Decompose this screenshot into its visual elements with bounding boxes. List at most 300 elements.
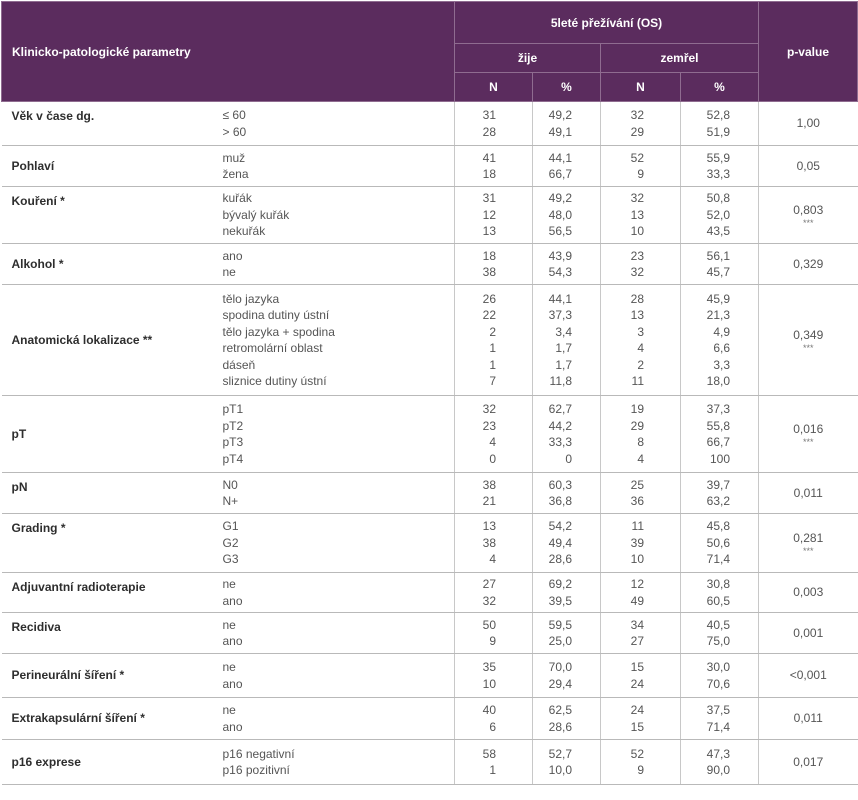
n-alive-cell-value: 58: [482, 746, 496, 761]
n-alive-cell-value: 18: [482, 248, 496, 263]
pct-alive-cell-value: 3,4: [555, 324, 572, 339]
n-dead-cell-value: 2: [637, 357, 644, 372]
n-alive-cell-value: 9: [489, 634, 496, 648]
table-row: [2, 573, 858, 613]
pct-alive-cell-value: 44,2: [548, 418, 572, 433]
pct-alive-cell: [533, 244, 601, 285]
p-value: 0,803: [793, 202, 824, 217]
p-value-cell: [759, 514, 858, 573]
category-labels-value: kuřák: [222, 191, 252, 206]
pct-alive-cell: [533, 654, 601, 698]
n-dead-cell-value: 10: [630, 552, 644, 567]
n-alive-cell-value: 22: [482, 308, 496, 322]
pct-alive-cell: [533, 613, 601, 654]
pct-alive-cell-value: 60,3: [548, 477, 572, 492]
p-value-cell: [759, 613, 858, 654]
n-dead-cell: [601, 514, 681, 573]
category-labels-value: nekuřák: [222, 224, 266, 239]
pct-alive-cell-value: 54,3: [548, 265, 572, 279]
pct-alive-cell: [533, 285, 601, 396]
pct-alive-cell-value: 54,2: [548, 519, 572, 534]
parameter-name: Adjuvantní radioterapie: [2, 573, 215, 613]
n-alive-cell-value: 1: [489, 357, 496, 372]
n-dead-cell-value: 13: [630, 308, 644, 322]
n-alive-cell-value: 35: [482, 660, 496, 674]
pct-alive-cell: [533, 146, 601, 187]
pct-alive-cell-value: 49,4: [548, 535, 572, 550]
pct-dead-cell-value: 30,0: [706, 660, 730, 674]
p-value: 0,003: [793, 585, 824, 600]
p-value: <0,001: [789, 668, 827, 683]
pct-dead-cell-value: 33,3: [706, 167, 730, 181]
pct-alive-cell-value: 1,7: [555, 357, 572, 372]
n-alive-cell: [455, 514, 533, 573]
p-value-cell: [759, 740, 858, 785]
table-row: [2, 244, 858, 285]
n-alive-cell-value: 1: [489, 341, 496, 355]
n-dead-cell-value: 27: [630, 634, 644, 648]
category-labels-value: pT2: [222, 418, 244, 433]
n-alive-cell: [455, 244, 533, 285]
parameter-name: Kouření *: [2, 187, 215, 244]
pct-dead-cell-value: 55,8: [706, 418, 730, 433]
n-dead-cell: [601, 740, 681, 785]
n-alive-cell-value: 50: [482, 617, 496, 632]
p-value: 0,011: [793, 485, 823, 500]
pct-alive-cell-value: 62,7: [548, 402, 572, 416]
p-value: 0,329: [793, 256, 824, 271]
n-alive-cell: [455, 613, 533, 654]
category-labels: [215, 285, 455, 396]
pct-dead-cell-value: 4,9: [713, 324, 730, 339]
significance-stars: ***: [802, 546, 814, 557]
pct-alive-cell: [533, 573, 601, 613]
table-row: [2, 285, 858, 396]
p-value: 0,281: [793, 530, 824, 545]
n-alive-cell-value: 10: [482, 676, 496, 691]
pct-dead-cell-value: 52,0: [706, 207, 730, 222]
category-labels-value: muž: [222, 150, 246, 165]
n-alive-cell: [455, 396, 533, 473]
n-dead-cell-value: 32: [630, 191, 644, 206]
category-labels-value: N0: [222, 477, 238, 492]
pct-dead-cell-value: 40,5: [706, 617, 730, 632]
pct-alive-cell-value: 28,6: [548, 552, 572, 567]
pct-alive-cell-value: 39,5: [548, 593, 572, 608]
p-value-cell: [759, 396, 858, 473]
n-dead-cell-value: 11: [631, 519, 644, 534]
pct-dead-cell: [681, 740, 759, 785]
pct-dead-cell-value: 66,7: [706, 435, 730, 449]
pct-alive-cell-value: 11,8: [549, 374, 572, 388]
pct-dead-cell: [681, 613, 759, 654]
pct-alive-cell-value: 49,1: [548, 124, 572, 139]
n-alive-cell: [455, 698, 533, 740]
pct-dead-cell-value: 45,7: [706, 265, 730, 279]
table-row: [2, 146, 858, 187]
n-alive-cell-value: 18: [482, 167, 496, 181]
n-alive-cell: [455, 285, 533, 396]
significance-stars: ***: [802, 343, 814, 354]
category-labels: [215, 613, 455, 654]
p-value: 0,017: [793, 754, 824, 769]
pct-dead-cell: [681, 473, 759, 514]
table-row: [2, 698, 858, 740]
pct-dead-cell-value: 71,4: [706, 552, 730, 567]
n-dead-cell-value: 36: [630, 494, 644, 508]
pct-dead-cell-value: 71,4: [706, 719, 730, 734]
n-alive-cell-value: 13: [482, 519, 496, 534]
n-dead-cell-value: 32: [630, 108, 644, 122]
category-labels-value: ano: [222, 248, 243, 263]
pct-dead-cell: [681, 698, 759, 740]
n-dead-cell-value: 11: [631, 374, 644, 388]
category-labels: [215, 740, 455, 785]
pct-dead-cell: [681, 396, 759, 473]
n-dead-cell-value: 19: [630, 402, 644, 416]
category-labels: [215, 573, 455, 613]
pct-alive-cell-value: 0: [565, 451, 572, 466]
n-dead-cell: [601, 285, 681, 396]
os-header: 5leté přežívání (OS): [455, 2, 759, 44]
pct-dead-cell-value: 55,9: [706, 150, 730, 165]
pct-dead-cell: [681, 285, 759, 396]
n-alive-cell: [455, 102, 533, 146]
n-alive-cell-value: 2: [489, 324, 496, 339]
category-labels-value: tělo jazyka: [222, 291, 280, 306]
n-dead-cell-value: 9: [637, 167, 644, 181]
category-labels-value: ano: [222, 676, 243, 691]
pct-dead-cell-value: 52,8: [706, 108, 730, 122]
p-value-cell: [759, 654, 858, 698]
n-dead-cell-value: 9: [637, 763, 644, 777]
n-alive-cell-value: 6: [489, 719, 496, 734]
n-dead-cell-value: 3: [637, 324, 644, 339]
p-value: 0,016: [793, 421, 824, 436]
n-dead-cell: [601, 613, 681, 654]
n-dead-cell-value: 24: [630, 676, 644, 691]
pct-dead-cell-value: 6,6: [713, 341, 730, 355]
p-value: 0,05: [796, 158, 820, 173]
p-value: 1,00: [796, 116, 820, 131]
category-labels-value: pT3: [222, 435, 244, 449]
pct-alive-cell-value: 1,7: [555, 341, 572, 355]
parameter-name: Pohlaví: [2, 146, 215, 187]
table-row: [2, 654, 858, 698]
parameter-name: pN: [2, 473, 215, 514]
pct-alive-cell-value: 56,5: [548, 224, 572, 239]
n-dead-cell-value: 49: [630, 593, 644, 608]
category-labels-value: žena: [222, 167, 249, 181]
pct-dead-header: %: [681, 73, 759, 102]
category-labels-value: p16 negativní: [222, 746, 295, 761]
parameter-name: p16 exprese: [2, 740, 215, 785]
pct-dead-cell-value: 45,8: [706, 519, 730, 534]
pct-dead-cell: [681, 102, 759, 146]
n-alive-cell-value: 0: [489, 451, 496, 466]
p-value-cell: [759, 573, 858, 613]
n-alive-cell-value: 26: [482, 291, 496, 306]
pct-dead-cell-value: 37,5: [706, 703, 730, 717]
param-header: Klinicko-patologické parametry: [2, 2, 455, 102]
p-value-cell: [759, 187, 858, 244]
pct-dead-cell-value: 63,2: [706, 494, 730, 508]
n-dead-cell-value: 34: [630, 617, 644, 632]
category-labels: [215, 396, 455, 473]
n-alive-cell-value: 23: [482, 418, 496, 433]
pct-alive-cell-value: 36,8: [548, 494, 572, 508]
p-value: 0,011: [793, 711, 823, 726]
n-alive-cell-value: 28: [482, 124, 496, 139]
pct-alive-cell-value: 44,1: [548, 150, 572, 165]
pct-dead-cell-value: 70,6: [706, 676, 730, 691]
parameter-name: Extrakapsulární šíření *: [2, 698, 215, 740]
n-dead-cell-value: 12: [630, 577, 644, 591]
n-alive-cell-value: 38: [482, 535, 496, 550]
parameter-name: Alkohol *: [2, 244, 215, 285]
pct-alive-cell-value: 70,0: [548, 660, 572, 674]
n-alive-cell-value: 32: [482, 402, 496, 416]
category-labels-value: G3: [222, 552, 239, 567]
n-alive-cell-value: 41: [482, 150, 496, 165]
n-alive-cell: [455, 740, 533, 785]
pct-dead-cell-value: 60,5: [706, 593, 730, 608]
table-row: [2, 102, 858, 146]
pct-dead-cell-value: 51,9: [706, 124, 730, 139]
category-labels-value: p16 pozitivní: [222, 763, 290, 777]
parameter-name: Grading *: [2, 514, 215, 573]
category-labels-value: sliznice dutiny ústní: [222, 374, 327, 388]
category-labels-value: spodina dutiny ústní: [222, 308, 330, 322]
category-labels-value: ano: [222, 593, 243, 608]
n-dead-cell: [601, 473, 681, 514]
pct-dead-cell-value: 18,0: [706, 374, 730, 388]
pct-dead-cell-value: 43,5: [706, 224, 730, 239]
significance-stars: ***: [802, 437, 814, 448]
n-alive-cell-value: 21: [482, 494, 496, 508]
category-labels: [215, 244, 455, 285]
category-labels-value: G1: [222, 519, 239, 534]
category-labels: [215, 514, 455, 573]
parameter-name: Recidiva: [2, 613, 215, 654]
n-alive-cell: [455, 654, 533, 698]
pct-dead-cell-value: 90,0: [706, 763, 730, 777]
n-alive-cell-value: 27: [482, 577, 496, 591]
category-labels-value: N+: [222, 494, 239, 508]
n-dead-cell-value: 52: [630, 150, 644, 165]
pct-dead-cell-value: 45,9: [706, 291, 730, 306]
category-labels-value: ne: [222, 265, 236, 279]
category-labels-value: ne: [222, 660, 236, 674]
n-dead-cell-value: 29: [630, 124, 644, 139]
category-labels-value: ano: [222, 634, 243, 648]
category-labels-value: ano: [222, 719, 243, 734]
dead-header: zemřel: [601, 44, 759, 73]
n-alive-cell-value: 31: [482, 191, 496, 206]
table-body: [2, 102, 858, 785]
pct-alive-cell-value: 52,7: [548, 746, 572, 761]
n-dead-cell-value: 39: [630, 535, 644, 550]
pct-alive-cell-value: 49,2: [548, 191, 572, 206]
n-dead-cell: [601, 396, 681, 473]
table-row: [2, 514, 858, 573]
parameter-name: Věk v čase dg.: [2, 102, 215, 146]
category-labels-value: pT1: [222, 402, 244, 416]
n-alive-cell-value: 7: [489, 374, 496, 388]
n-alive-cell: [455, 187, 533, 244]
survival-table: [1, 1, 858, 785]
pct-alive-cell: [533, 187, 601, 244]
n-dead-cell-value: 15: [630, 660, 644, 674]
pct-alive-cell-value: 10,0: [548, 763, 572, 777]
pct-dead-cell-value: 21,3: [706, 308, 730, 322]
p-value: 0,001: [793, 625, 824, 640]
category-labels-value: > 60: [222, 124, 247, 139]
pct-dead-cell-value: 37,3: [706, 402, 730, 416]
table-row: [2, 740, 858, 785]
pct-alive-cell-value: 33,3: [548, 435, 572, 449]
n-dead-cell-value: 52: [630, 746, 644, 761]
category-labels-value: tělo jazyka + spodina: [222, 324, 335, 339]
pct-dead-cell-value: 50,6: [706, 535, 730, 550]
p-value-cell: [759, 102, 858, 146]
p-value-cell: [759, 473, 858, 514]
pct-alive-cell-value: 28,6: [548, 719, 572, 734]
n-alive-cell-value: 1: [489, 763, 496, 777]
n-alive-cell-value: 32: [482, 593, 496, 608]
pct-alive-cell: [533, 698, 601, 740]
pct-alive-cell: [533, 740, 601, 785]
n-dead-cell: [601, 654, 681, 698]
pct-alive-cell-value: 25,0: [548, 634, 572, 648]
n-dead-cell-value: 4: [637, 451, 644, 466]
table-row: [2, 396, 858, 473]
n-dead-cell: [601, 573, 681, 613]
pct-alive-cell: [533, 514, 601, 573]
pvalue-header: p-value: [759, 2, 858, 102]
n-alive-cell-value: 38: [482, 265, 496, 279]
pct-alive-cell: [533, 473, 601, 514]
p-value-cell: [759, 244, 858, 285]
pct-dead-cell: [681, 654, 759, 698]
n-dead-cell-value: 8: [637, 435, 644, 449]
pct-dead-cell: [681, 244, 759, 285]
pct-dead-cell-value: 56,1: [706, 248, 730, 263]
n-dead-cell-value: 13: [630, 207, 644, 222]
n-dead-cell: [601, 698, 681, 740]
category-labels-value: ne: [222, 703, 236, 717]
n-dead-cell-value: 24: [630, 703, 644, 717]
n-alive-cell: [455, 573, 533, 613]
pct-alive-cell: [533, 396, 601, 473]
pct-alive-cell-value: 44,1: [548, 291, 572, 306]
category-labels-value: ne: [222, 617, 236, 632]
category-labels: [215, 102, 455, 146]
parameter-name: Perineurální šíření *: [2, 654, 215, 698]
pct-dead-cell-value: 47,3: [706, 746, 730, 761]
n-alive-cell-value: 4: [489, 435, 496, 449]
n-alive-cell-value: 31: [482, 108, 496, 122]
n-alive-cell: [455, 473, 533, 514]
parameter-name: Anatomická lokalizace **: [2, 285, 215, 396]
category-labels-value: pT4: [222, 451, 244, 466]
category-labels: [215, 146, 455, 187]
pct-dead-cell-value: 50,8: [706, 191, 730, 206]
pct-alive-cell: [533, 102, 601, 146]
n-alive-cell-value: 40: [482, 703, 496, 717]
n-alive-cell-value: 12: [482, 207, 496, 222]
p-value-cell: [759, 698, 858, 740]
p-value-cell: [759, 285, 858, 396]
pct-dead-cell-value: 39,7: [706, 477, 730, 492]
category-labels-value: retromolární oblast: [222, 341, 323, 355]
parameter-name: pT: [2, 396, 215, 473]
pct-dead-cell: [681, 514, 759, 573]
n-dead-cell-value: 23: [630, 248, 644, 263]
n-dead-cell: [601, 102, 681, 146]
n-alive-cell-value: 38: [482, 477, 496, 492]
pct-alive-cell-value: 29,4: [548, 676, 572, 691]
pct-dead-cell-value: 30,8: [706, 577, 730, 591]
n-dead-cell-value: 15: [630, 719, 644, 734]
pct-alive-cell-value: 66,7: [548, 167, 572, 181]
pct-alive-cell-value: 37,3: [548, 308, 572, 322]
category-labels: [215, 698, 455, 740]
pct-alive-cell-value: 49,2: [548, 108, 572, 122]
pct-alive-cell-value: 69,2: [548, 577, 572, 591]
table-row: [2, 187, 858, 244]
p-value-cell: [759, 146, 858, 187]
n-dead-cell-value: 10: [630, 224, 644, 239]
pct-dead-cell-value: 100: [709, 451, 730, 466]
n-dead-cell: [601, 187, 681, 244]
n-dead-cell-value: 32: [630, 265, 644, 279]
pct-alive-cell-value: 48,0: [548, 207, 572, 222]
n-dead-cell-value: 28: [630, 291, 644, 306]
table-row: [2, 473, 858, 514]
category-labels-value: bývalý kuřák: [222, 207, 290, 222]
n-dead-cell: [601, 244, 681, 285]
pct-dead-cell: [681, 573, 759, 613]
pct-dead-cell: [681, 146, 759, 187]
n-dead-cell-value: 29: [630, 418, 644, 433]
category-labels-value: ≤ 60: [222, 108, 246, 122]
pct-alive-cell-value: 43,9: [548, 248, 572, 263]
category-labels: [215, 654, 455, 698]
significance-stars: ***: [802, 218, 814, 229]
pct-alive-header: %: [533, 73, 601, 102]
pct-dead-cell-value: 75,0: [706, 634, 730, 648]
n-dead-cell: [601, 146, 681, 187]
p-value: 0,349: [793, 327, 824, 342]
n-dead-cell-value: 4: [637, 341, 644, 355]
n-alive-cell-value: 13: [482, 224, 496, 239]
category-labels-value: G2: [222, 535, 239, 550]
n-alive-cell: [455, 146, 533, 187]
category-labels-value: dáseň: [222, 357, 256, 372]
pct-dead-cell-value: 3,3: [713, 357, 730, 372]
category-labels-value: ne: [222, 577, 236, 591]
pct-alive-cell-value: 59,5: [548, 617, 572, 632]
n-dead-header: N: [601, 73, 681, 102]
pct-dead-cell: [681, 187, 759, 244]
category-labels: [215, 187, 455, 244]
alive-header: žije: [455, 44, 601, 73]
n-alive-header: N: [455, 73, 533, 102]
pct-alive-cell-value: 62,5: [548, 703, 572, 717]
category-labels: [215, 473, 455, 514]
n-alive-cell-value: 4: [489, 552, 496, 567]
